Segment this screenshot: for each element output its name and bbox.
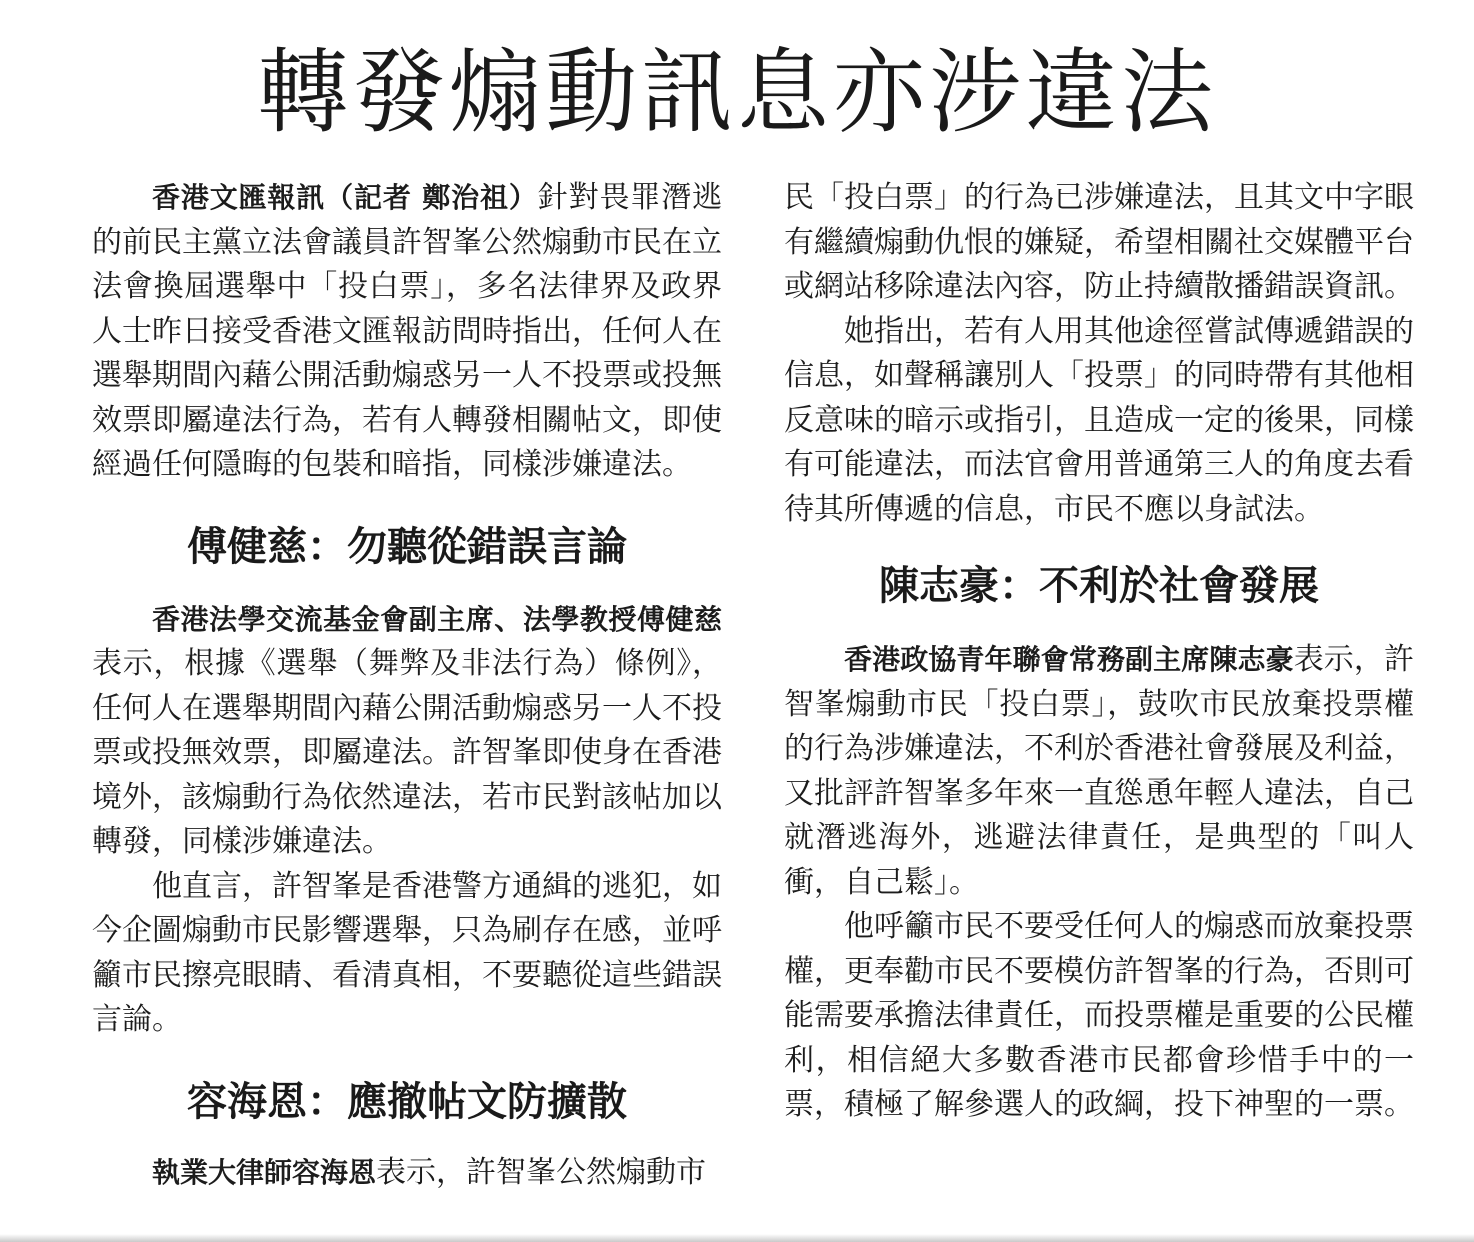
- yung-hoi-yan-paragraph-2: 她指出，若有人用其他途徑嘗試傳遞錯誤的信息，如聲稱讓別人「投票」的同時帶有其他相反意味的暗示或指引，且造成一定的後果，同樣有可能違法，而法官會用普通第三人的角度去看待其所傳遞的信息，市民不應以身試法。: [784, 313, 1414, 527]
- chan-chi-ho-text: 表示，許智峯煽動市民「投白票」，鼓吹市民放棄投票權的行為涉嫌違法，不利於香港社會發展及利益，又批評許智峯多年來一直慫恿年輕人違法，自己就潛逃海外，逃避法律責任，是典型的「叫人衝，自己鬆」。: [784, 642, 1415, 900]
- subhead-fu-kin-chi: 傅健慈：勿聽從錯誤言論: [187, 523, 627, 570]
- yung-hoi-yan-continued: 民「投白票」的行為已涉嫌違法，且其文中字眼有繼續煽動仇恨的嫌疑，希望相關社交媒體平台或網站移除違法內容，防止持續散播錯誤資訊。: [784, 180, 1414, 304]
- yung-hoi-yan-paragraph: [92, 1151, 722, 1196]
- fu-kin-chi-text: 表示，根據《選舉（舞弊及非法行為）條例》，任何人在選舉期間內藉公開活動煽惑另一人不投票或投無效票，即屬違法。許智峯即使身在香港境外，該煽動行為依然違法，若市民對該帖加以轉發，同樣涉嫌違法。: [92, 646, 722, 859]
- fu-kin-chi-paragraph: [92, 598, 722, 865]
- intro-paragraph: [92, 176, 722, 488]
- page-edge-shadow: [0, 1234, 1474, 1242]
- left-column: [92, 176, 722, 1195]
- chan-chi-ho-lead: 香港政協青年聯會常務副主席陳志豪: [844, 643, 1294, 676]
- subhead-regina-ip: 容海恩：應撤帖文防擴散: [187, 1078, 627, 1125]
- chan-chi-ho-paragraph: [784, 638, 1414, 905]
- yung-hoi-yan-text: 表示，許智峯公然煽動市: [376, 1154, 707, 1190]
- fu-kin-chi-paragraph-2: 他直言，許智峯是香港警方通緝的逃犯，如今企圖煽動市民影響選舉，只為刷存在感，並呼籲市民擦亮眼睛、看清真相，不要聽從這些錯誤言論。: [92, 868, 722, 1037]
- subhead-chan-chi-ho: 陳志豪：不利於社會發展: [879, 563, 1319, 609]
- byline-lead: 香港文匯報訊（記者 鄭治祖）: [152, 181, 538, 214]
- right-column: [784, 176, 1414, 1128]
- chan-chi-ho-paragraph-2: 他呼籲市民不要受任何人的煽惑而放棄投票權，更奉勸市民不要模仿許智峯的行為，否則可能需要承擔法律責任，而投票權是重要的公民權利，相信絕大多數香港市民都會珍惜手中的一票，積極了解參選人的政綱，投下神聖的一票。: [784, 909, 1414, 1122]
- fu-kin-chi-lead: 香港法學交流基金會副主席、法學教授傅健慈: [152, 602, 722, 636]
- yung-hoi-yan-lead: 執業大律師容海恩: [152, 1155, 377, 1189]
- intro-text: 針對畏罪潛逃的前民主黨立法會議員許智峯公然煽動市民在立法會換屆選舉中「投白票」，多名法律界及政界人士昨日接受香港文匯報訪問時指出，任何人在選舉期間內藉公開活動煽惑另一人不投票或投無效票即屬違法行為，若有人轉發相關帖文，即使經過任何隱晦的包裝和暗指，同樣涉嫌違法。: [92, 180, 723, 482]
- article-headline: 轉發煽動訊息亦涉違法: [256, 39, 1217, 146]
